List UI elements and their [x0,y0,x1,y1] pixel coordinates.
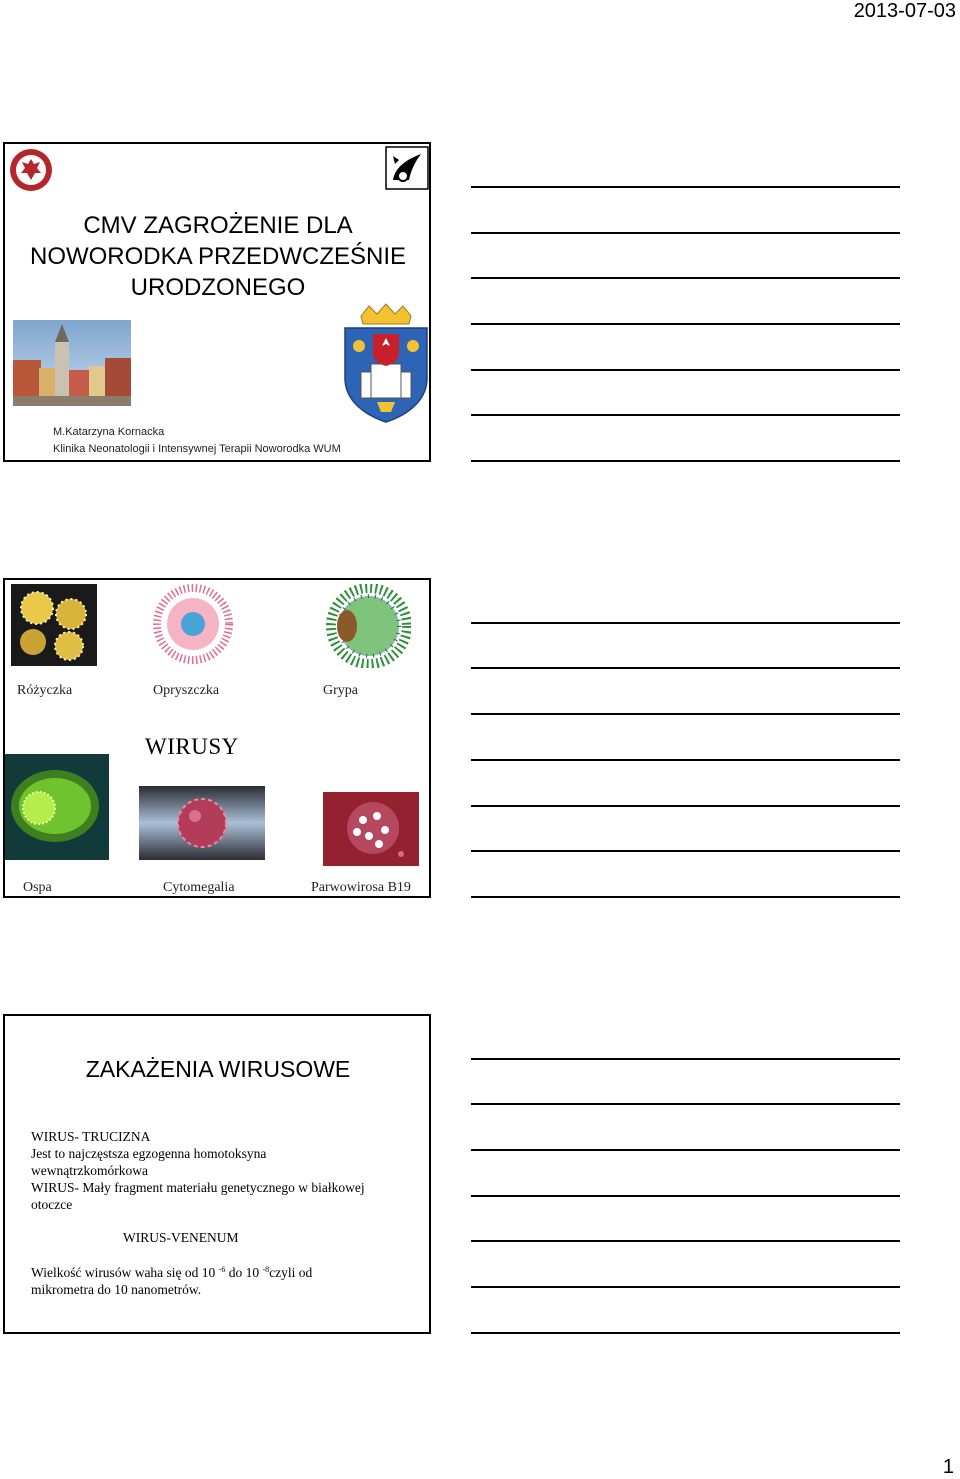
note-line [471,277,900,279]
size-exponent-1: -6 [218,1265,226,1274]
slide-3-center-line: WIRUS-VENENUM [123,1230,239,1245]
university-emblem-icon [8,147,54,193]
note-line [471,759,900,761]
note-line [471,1332,900,1334]
size-text-line2: mikrometra do 10 nanometrów. [31,1282,202,1297]
title-line: CMV ZAGROŻENIE DLA [83,212,353,239]
virus-label: Różyczka [17,683,73,698]
cytomegalovirus-image [139,786,265,860]
note-line [471,1240,900,1242]
text-line: otoczce [31,1197,73,1212]
page-number: 1 [942,1456,954,1478]
text-line: wewnątrzkomórkowa [31,1163,148,1178]
document-date: 2013-07-03 [853,0,956,22]
note-line [471,1149,900,1151]
note-line [471,805,900,807]
poznan-coat-of-arms-icon [341,302,431,424]
note-line [471,232,900,234]
slide-1 [3,142,431,462]
parvovirus-b19-image [323,792,419,866]
note-line [471,713,900,715]
text-line: Jest to najczęstsza egzogenna homotoksyna [31,1146,267,1161]
varicella-virus-image [5,754,109,860]
note-line [471,1103,900,1105]
author-name: M.Katarzyna Kornacka [53,426,165,438]
virus-label: Opryszczka [153,683,220,698]
note-line [471,850,900,852]
size-text-a: Wielkość wirusów waha się od 10 [31,1265,219,1280]
slide-3-title: ZAKAŻENIA WIRUSOWE [85,1056,351,1082]
slide-1-title [5,210,431,303]
note-line [471,1286,900,1288]
note-line [471,186,900,188]
note-line [471,414,900,416]
virus-label: Ospa [23,880,52,895]
note-line [471,1195,900,1197]
note-line [471,323,900,325]
title-line: NOWORODKA PRZEDWCZEŚNIE [29,243,407,270]
note-line [471,369,900,371]
old-town-photo [13,320,131,406]
text-line: WIRUS- TRUCIZNA [31,1129,151,1144]
note-line [471,896,900,898]
slide-3-text [31,1128,401,1213]
herpes-virus-image [147,580,243,670]
title-line: URODZONEGO [130,274,306,301]
text-line: WIRUS- Mały fragment materiału genetycznego w białkowej [31,1180,365,1195]
note-line [471,667,900,669]
size-text-b: do 10 [225,1265,263,1280]
size-text-c: czyli od [269,1265,313,1280]
author-block [53,424,341,458]
note-line [471,622,900,624]
size-exponent-2: -8 [262,1265,270,1274]
rubella-virus-image [11,584,97,666]
virus-label: Cytomegalia [163,880,235,895]
slide-3 [3,1014,431,1334]
virus-label: Parwowirosa B19 [311,880,411,895]
virus-size-text [31,1264,411,1298]
slide-2 [3,578,431,898]
clinic-logo-icon [385,146,429,190]
virus-label: Grypa [323,683,358,698]
author-affiliation: Klinika Neonatologii i Intensywnej Terapii Noworodka WUM [53,443,341,455]
influenza-virus-image [323,584,411,668]
note-line [471,460,900,462]
note-line [471,1058,900,1060]
slide-2-title: WIRUSY [145,734,239,759]
